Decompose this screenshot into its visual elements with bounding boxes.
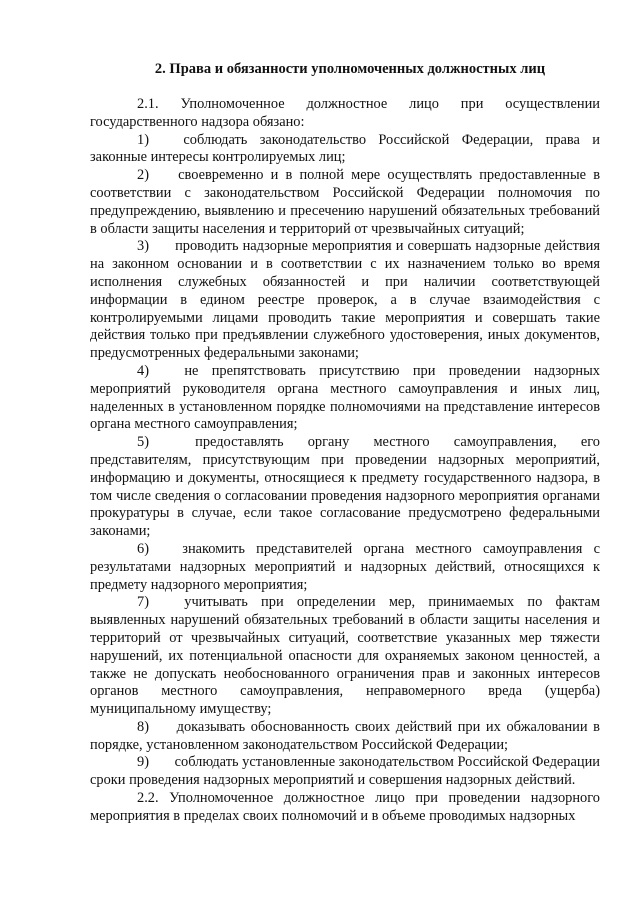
- section-title: 2. Права и обязанности уполномоченных должностных лиц: [154, 61, 546, 77]
- paragraph-number: 2.2.: [137, 790, 159, 807]
- list-item-number: 8): [137, 718, 149, 735]
- list-item-number: 5): [137, 434, 149, 451]
- list-item-7: [90, 594, 600, 719]
- list-item-number: 2): [137, 167, 149, 184]
- paragraph-2-1: [90, 96, 600, 132]
- list-item-number: 4): [137, 362, 149, 379]
- list-item-text: знакомить представителей органа местного самоуправления с результатами надзорных мероприятий и надзорных действий, относящихся к предмету надзорного мероприятия;: [90, 540, 600, 593]
- list-item-9: [90, 754, 600, 790]
- list-item-text: доказывать обоснованность своих действий при их обжаловании в порядке, установленном законодательством Российской Федерации;: [90, 718, 600, 753]
- paragraph-2-2: [90, 790, 600, 826]
- list-item-6: [90, 541, 600, 594]
- list-item-text: предоставлять органу местного самоуправления, его представителям, присутствующим при проведении надзорных мероприятий, информацию и документы, относящиеся к предмету государственного надзора, в том числе сведения о согласовании проведения надзорного мероприятия органами прокуратуры в случае, если такое согласование предусмотрено федеральными законами;: [90, 434, 600, 540]
- list-item-text: не препятствовать присутствию при проведении надзорных мероприятий руководителя органа местного самоуправления и иных лиц, наделенных в установленном порядке полномочиями на представление интересов органа местного самоуправления;: [90, 362, 600, 433]
- list-item-number: 3): [137, 238, 149, 255]
- list-item-8: [90, 719, 600, 755]
- list-item-2: [90, 167, 600, 238]
- paragraph-text: Уполномоченное должностное лицо при осуществлении государственного надзора обязано:: [90, 96, 600, 130]
- list-item-text: проводить надзорные мероприятия и совершать надзорные действия на законном основании и в соответствии с их назначением только во время исполнения служебных обязанностей и при наличии соответствующей информации в едином реестре проверок, а в случае взаимодействия с контролируемыми лицами проводить такие мероприятия и совершать такие действия только при предъявлении служебного удостоверения, иных документов, предусмотренных федеральными законами;: [90, 238, 600, 362]
- list-item-number: 1): [137, 131, 149, 148]
- list-item-text: учитывать при определении мер, принимаемых по фактам выявленных нарушений обязательных требований в области защиты населения и территорий от чрезвычайных ситуаций, соответствие указанных мер тяжести нарушений, их потенциальной опасности для охраняемых законом ценностей, а также не допускать необоснованного ограничения прав и законных интересов органов местного самоуправления, неправомерного вреда (ущерба) муниципальному имуществу;: [90, 594, 600, 718]
- list-item-text: соблюдать установленные законодательством Российской Федерации сроки проведения надзорных мероприятий и совершения надзорных действий.: [90, 754, 600, 789]
- list-item-5: [90, 434, 600, 541]
- list-item-4: [90, 363, 600, 434]
- list-item-number: 9): [137, 754, 149, 771]
- list-item-number: 6): [137, 540, 149, 557]
- list-item-text: соблюдать законодательство Российской Федерации, права и законные интересы контролируемых лиц;: [90, 131, 600, 166]
- list-item-3: [90, 238, 600, 363]
- list-item-number: 7): [137, 594, 149, 611]
- paragraph-text: Уполномоченное должностное лицо при проведении надзорного мероприятия в пределах своих полномочий и в объеме проводимых надзорных: [90, 790, 600, 824]
- list-item-1: [90, 132, 600, 168]
- paragraph-number: 2.1.: [137, 96, 159, 112]
- list-item-text: своевременно и в полной мере осуществлять предоставленные в соответствии с законодательством Российской Федерации полномочия по предупреждению, выявлению и пресечению нарушений обязательных требований в области защиты населения и территорий от чрезвычайных ситуаций;: [90, 167, 600, 237]
